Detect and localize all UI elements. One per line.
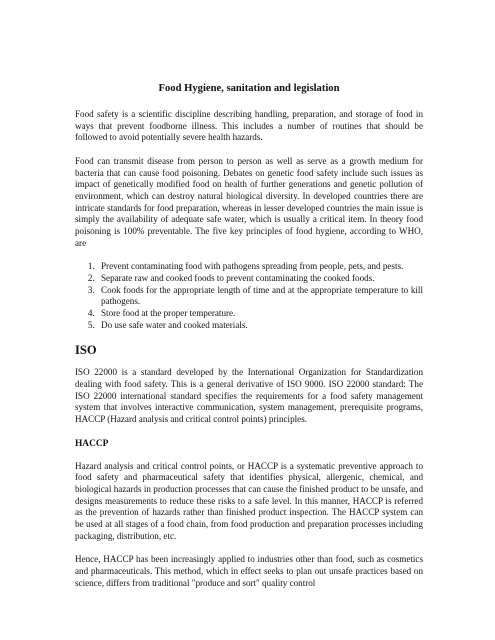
who-principles-list	[75, 261, 423, 331]
list-item: 5. Do use safe water and cooked materials.	[97, 320, 423, 332]
list-item: 4. Store food at the proper temperature.	[97, 308, 423, 320]
haccp-heading: HACCP	[75, 438, 109, 449]
disease-paragraph: Food can transmit disease from person to person as well as serve as a growth medium for bacteria that can cause food poisoning. Debates on genetic food safety include such issues as impact of genetically modified food on health of further generations and genetic pollution of environment, which can destroy natural biological diversity. In developed countries there are intricate standards for food preparation, whereas in lesser developed countries the main issue is simply the availability of adequate safe water, which is usually a critical item. In theory food poisoning is 100% preventable. The five key principles of food hygiene, according to WHO, are	[75, 155, 423, 248]
iso-heading: ISO	[75, 343, 97, 358]
document-title: Food Hygiene, sanitation and legislation	[158, 83, 340, 94]
haccp-paragraph-1: Hazard analysis and critical control points, or HACCP is a systematic preventive approach to food safety and pharmaceutical safety that identifies physical, allergenic, chemical, and biological hazards in production processes that can cause the finished product to be unsafe, and designs measurements to reduce these risks to a safe level. In this manner, HACCP is referred as the prevention of hazards rather than finished product inspection. The HACCP system can be used at all stages of a food chain, from food production and preparation processes including packaging, distribution, etc.	[75, 460, 423, 541]
list-item: 3. Cook foods for the appropriate length of time and at the appropriate temperature to kill pathogens.	[97, 285, 423, 308]
list-item: 2. Separate raw and cooked foods to prevent contaminating the cooked foods.	[97, 273, 423, 285]
intro-paragraph: Food safety is a scientific discipline describing handling, preparation, and storage of food in ways that prevent foodborne illness. This includes a number of routines that should be followed to avoid potentially severe health hazards.	[75, 109, 423, 143]
list-item: 1. Prevent contaminating food with pathogens spreading from people, pets, and pests.	[97, 261, 423, 273]
iso-paragraph: ISO 22000 is a standard developed by the International Organization for Standardization dealing with food safety. This is a general derivative of ISO 9000. ISO 22000 standard: The ISO 22000 international standard specifies the requirements for a food safety management system that involves interactive communication, system management, prerequisite programs, HACCP (Hazard analysis and critical control points) principles.	[75, 367, 423, 425]
haccp-paragraph-2: Hence, HACCP has been increasingly applied to industries other than food, such as cosmetics and pharmaceuticals. This method, which in effect seeks to plan out unsafe practices based on science, differs from traditional "produce and sort" quality control	[75, 554, 423, 588]
